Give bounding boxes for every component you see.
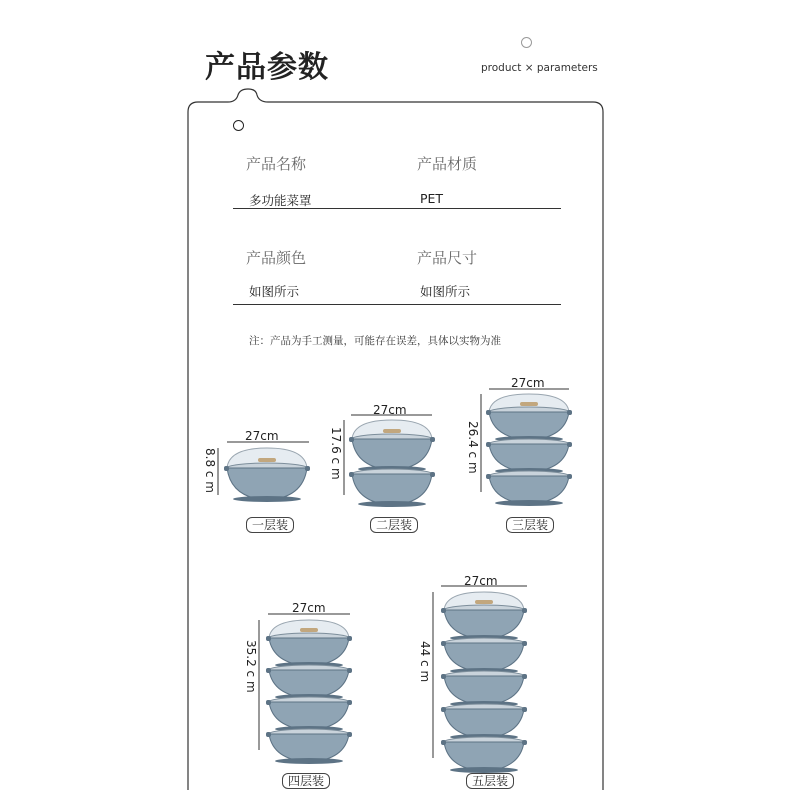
variant-label: 四层装 — [282, 773, 330, 789]
color-label: 产品颜色 — [246, 249, 307, 267]
dish-tier — [441, 605, 527, 641]
dish-tier — [441, 704, 527, 740]
size-label: 产品尺寸 — [417, 249, 478, 267]
width-dimension: 27cm — [245, 429, 279, 443]
height-dimension: 44 c m — [418, 641, 432, 683]
variant-label: 三层装 — [506, 517, 554, 533]
color-value: 如图所示 — [249, 284, 300, 299]
size-value: 如图所示 — [420, 284, 471, 299]
variant-label: 二层装 — [370, 517, 418, 533]
dish-tier — [441, 737, 527, 773]
dish-tier — [441, 638, 527, 674]
dish-tier — [441, 671, 527, 707]
cover-handle — [475, 600, 493, 604]
width-dimension: 27cm — [373, 403, 407, 417]
page-subtitle: product × parameters — [481, 62, 598, 74]
variant-label: 一层装 — [246, 517, 294, 533]
name-value: 多功能菜罩 — [249, 193, 312, 208]
height-dimension: 35.2 c m — [244, 640, 258, 693]
width-dimension: 27cm — [511, 376, 545, 390]
width-dimension: 27cm — [292, 601, 326, 615]
name-label: 产品名称 — [246, 155, 307, 173]
measurement-note: 注：产品为手工测量，可能存在误差，具体以实物为准 — [249, 335, 501, 347]
material-value: PET — [420, 191, 444, 206]
variant-label: 五层装 — [466, 773, 514, 789]
material-label: 产品材质 — [417, 155, 478, 173]
page-title: 产品参数 — [205, 50, 329, 85]
height-dimension: 26.4 c m — [466, 421, 480, 474]
height-dimension: 8.8 c m — [203, 448, 217, 493]
width-dimension: 27cm — [464, 574, 498, 588]
height-dimension: 17.6 c m — [329, 427, 343, 480]
